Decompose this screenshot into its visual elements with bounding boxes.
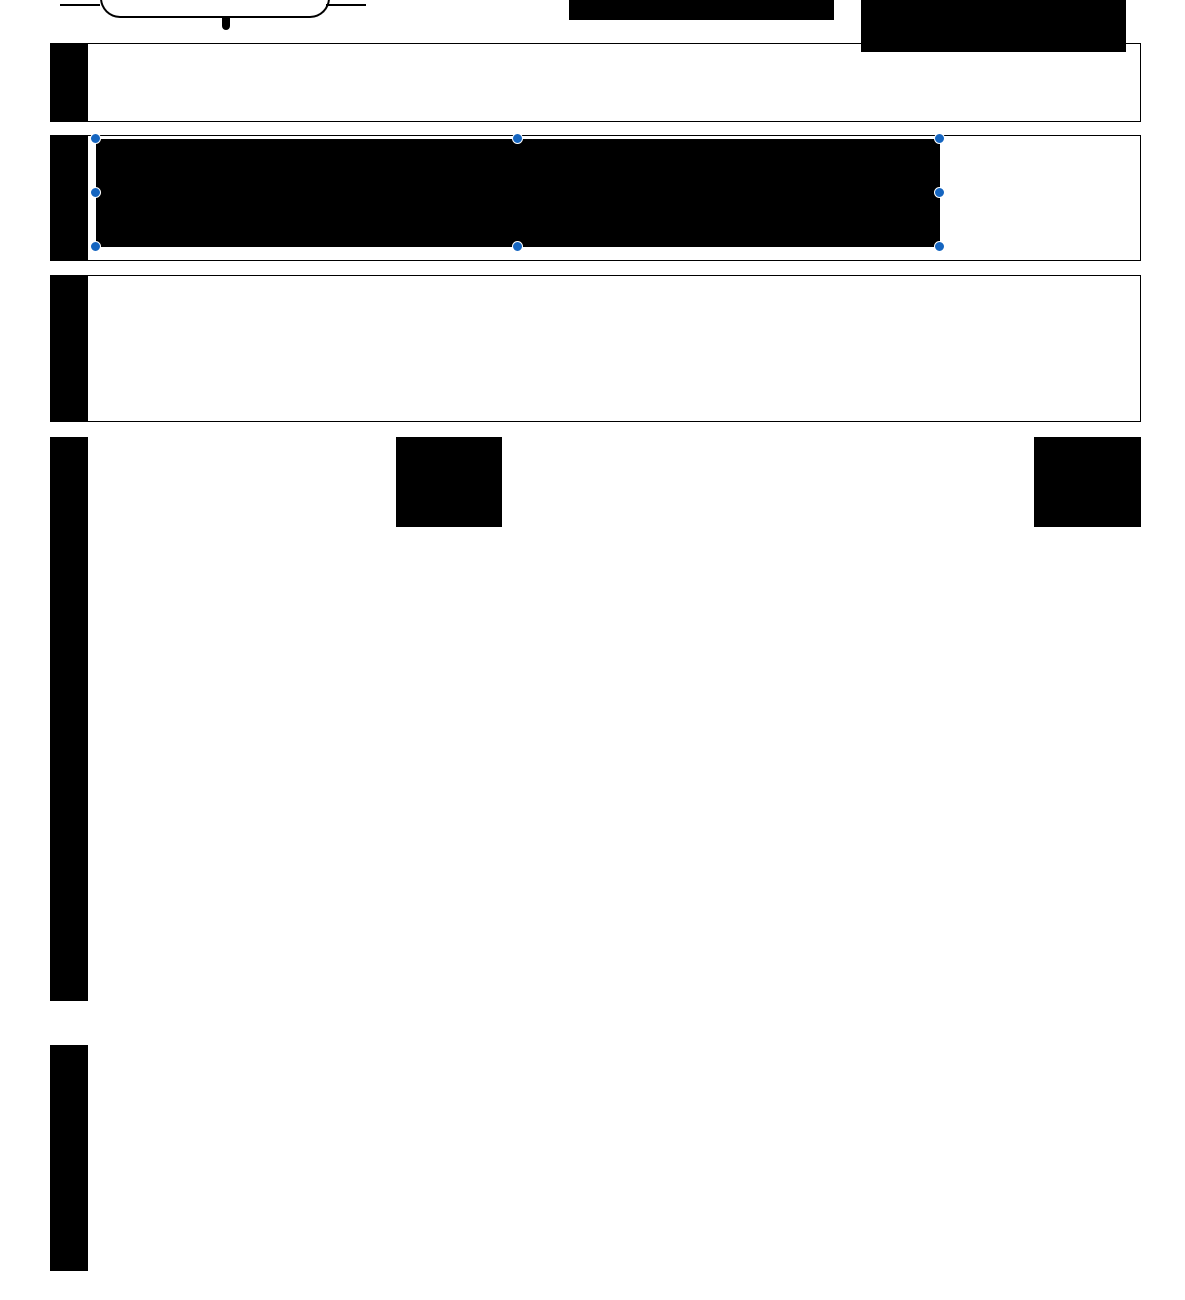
company-logo — [100, 0, 330, 18]
comments-box — [50, 275, 1141, 422]
resize-handle-bottom-left[interactable] — [90, 241, 101, 252]
logo-drop-icon — [222, 16, 230, 30]
redacted-block-header-1 — [569, 0, 834, 20]
universal-averages-header — [1034, 437, 1141, 527]
unit-box — [50, 43, 1141, 122]
redacted-client-info[interactable] — [96, 139, 940, 247]
properties-section-label — [50, 1045, 88, 1271]
resize-handle-top-left[interactable] — [90, 133, 101, 144]
unit-location-averages-header — [396, 437, 502, 527]
resize-handle-bottom-right[interactable] — [934, 241, 945, 252]
resize-handle-top-right[interactable] — [934, 133, 945, 144]
resize-handle-bottom-middle[interactable] — [512, 241, 523, 252]
resize-handle-middle-right[interactable] — [934, 187, 945, 198]
logo-rule-right — [326, 4, 366, 6]
resize-handle-middle-left[interactable] — [90, 187, 101, 198]
resize-handle-top-middle[interactable] — [512, 133, 523, 144]
logo-rule-left — [60, 4, 100, 6]
elements-section-label — [50, 437, 88, 1001]
